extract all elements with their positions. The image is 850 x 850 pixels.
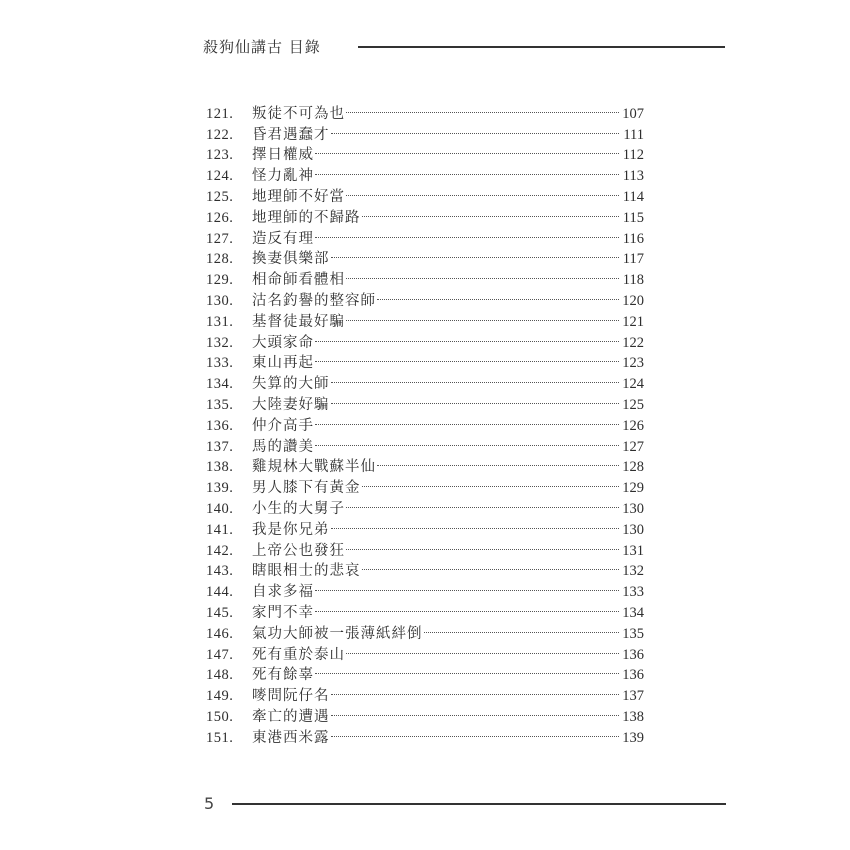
toc-entry-title: 馬的讚美: [252, 438, 314, 455]
toc-entry-number: 122.: [206, 126, 234, 143]
toc-entry-title: 造反有理: [252, 230, 314, 247]
toc-entry-title: 男人膝下有黃金: [252, 480, 361, 497]
toc-entry-title: 上帝公也發狂: [252, 542, 345, 559]
toc-entry-number: 142.: [206, 542, 234, 559]
dot-leader: [331, 679, 620, 700]
toc-entry-title: 仲介高手: [252, 417, 314, 434]
toc-entry-page: 113: [622, 168, 644, 185]
toc-entry-number: 140.: [206, 500, 234, 517]
toc-entry-number: 136.: [206, 417, 234, 434]
toc-entry-page: 111: [623, 126, 644, 143]
dot-leader: [331, 118, 620, 139]
toc-entry-title: 牽亡的遭遇: [252, 708, 330, 725]
dot-leader: [315, 659, 619, 680]
toc-entry-title: 我是你兄弟: [252, 521, 330, 538]
toc-entry-title: 氣功大師被一張薄紙絆倒: [252, 625, 423, 642]
dot-leader: [315, 596, 619, 617]
dot-leader: [315, 575, 619, 596]
toc-entry-title: 家門不幸: [252, 604, 314, 621]
toc-entry-number: 126.: [206, 209, 234, 226]
toc-entry-number: 148.: [206, 667, 234, 684]
toc-entry-page: 121: [622, 313, 644, 330]
dot-leader: [331, 243, 620, 264]
toc-entry-title: 東港西米露: [252, 729, 330, 746]
dot-leader: [346, 180, 619, 201]
toc-entry-number: 129.: [206, 272, 234, 289]
dot-leader: [346, 534, 619, 555]
table-of-contents: [206, 97, 644, 746]
toc-entry-page: 134: [622, 604, 644, 621]
toc-entry-title: 怪力亂神: [252, 168, 314, 185]
toc-entry-number: 144.: [206, 584, 234, 601]
page-number: 5: [204, 794, 215, 813]
toc-entry-page: 120: [622, 292, 644, 309]
dot-leader: [315, 326, 619, 347]
toc-entry-page: 127: [622, 438, 644, 455]
toc-entry-number: 150.: [206, 708, 234, 725]
toc-entry-number: 128.: [206, 251, 234, 268]
toc-entry-number: 135.: [206, 396, 234, 413]
dot-leader: [377, 451, 619, 472]
toc-entry-page: 122: [622, 334, 644, 351]
toc-entry-page: 115: [622, 209, 644, 226]
footer-rule: [232, 803, 726, 805]
dot-leader: [315, 347, 619, 368]
toc-entry-title: 擇日權威: [252, 147, 314, 164]
header-rule: [358, 46, 725, 48]
dot-leader: [346, 97, 619, 118]
toc-entry-number: 145.: [206, 604, 234, 621]
toc-entry-page: 130: [622, 521, 644, 538]
toc-entry-title: 昏君遇蠢才: [252, 126, 330, 143]
toc-entry-title: 換妻俱樂部: [252, 251, 330, 268]
dot-leader: [362, 555, 620, 576]
toc-entry-title: 自求多福: [252, 584, 314, 601]
toc-entry-page: 136: [622, 667, 644, 684]
toc-entry-number: 151.: [206, 729, 234, 746]
toc-entry-title: 叛徒不可為也: [252, 105, 345, 122]
dot-leader: [331, 367, 620, 388]
toc-entry-title: 大頭家命: [252, 334, 314, 351]
toc-entry-page: 124: [622, 376, 644, 393]
dot-leader: [362, 201, 620, 222]
dot-leader: [331, 388, 620, 409]
dot-leader: [346, 638, 619, 659]
toc-entry-page: 116: [622, 230, 644, 247]
toc-entry-number: 143.: [206, 563, 234, 580]
page-footer: [204, 792, 726, 816]
toc-entry-page: 123: [622, 355, 644, 372]
dot-leader: [315, 222, 619, 243]
toc-entry-page: 137: [622, 688, 644, 705]
toc-entry-title: 地理師不好當: [252, 188, 345, 205]
toc-entry-page: 128: [622, 459, 644, 476]
toc-entry-page: 136: [622, 646, 644, 663]
toc-entry-number: 147.: [206, 646, 234, 663]
toc-entry-title: 瞎眼相士的悲哀: [252, 563, 361, 580]
toc-entry-number: 138.: [206, 459, 234, 476]
toc-entry-number: 123.: [206, 147, 234, 164]
toc-entry-page: 135: [622, 625, 644, 642]
toc-entry-number: 141.: [206, 521, 234, 538]
toc-entry-number: 131.: [206, 313, 234, 330]
dot-leader: [331, 513, 620, 534]
running-header-title: 殺狗仙講古 目錄: [203, 38, 321, 56]
toc-entry-title: 相命師看體相: [252, 272, 345, 289]
toc-entry-title: 沽名釣譽的整容師: [252, 292, 376, 309]
toc-entry-title: 死有餘辜: [252, 667, 314, 684]
dot-leader: [346, 263, 619, 284]
toc-entry-title: 東山再起: [252, 355, 314, 372]
dot-leader: [346, 492, 619, 513]
toc-entry-page: 126: [622, 417, 644, 434]
toc-entry-number: 125.: [206, 188, 234, 205]
toc-entry-number: 124.: [206, 168, 234, 185]
toc-entry-page: 107: [622, 105, 644, 122]
dot-leader: [315, 409, 619, 430]
toc-entry-title: 雞規林大戰蘇半仙: [252, 459, 376, 476]
toc-entry-page: 125: [622, 396, 644, 413]
dot-leader: [346, 305, 619, 326]
toc-entry-title: 小生的大舅子: [252, 500, 345, 517]
toc-entry-number: 146.: [206, 625, 234, 642]
toc-entry-number: 134.: [206, 376, 234, 393]
toc-entry-number: 132.: [206, 334, 234, 351]
toc-entry-title: 嘜問阮仔名: [252, 688, 330, 705]
page-header: [203, 36, 725, 58]
toc-entry-page: 133: [622, 584, 644, 601]
toc-entry-number: 137.: [206, 438, 234, 455]
toc-entry-page: 131: [622, 542, 644, 559]
toc-entry-page: 112: [622, 147, 644, 164]
toc-entry-title: 大陸妻好騙: [252, 396, 330, 413]
toc-entry-page: 138: [622, 708, 644, 725]
toc-entry-number: 139.: [206, 480, 234, 497]
dot-leader: [315, 159, 619, 180]
dot-leader: [424, 617, 620, 638]
toc-entry-title: 失算的大師: [252, 376, 330, 393]
toc-entry-page: 132: [622, 563, 644, 580]
toc-entry-number: 149.: [206, 688, 234, 705]
toc-entry-number: 121.: [206, 105, 234, 122]
toc-entry: [206, 97, 644, 122]
dot-leader: [362, 471, 620, 492]
toc-entry-page: 129: [622, 480, 644, 497]
toc-entry-page: 117: [622, 251, 644, 268]
toc-entry-number: 133.: [206, 355, 234, 372]
toc-entry-title: 地理師的不歸路: [252, 209, 361, 226]
dot-leader: [331, 700, 620, 721]
toc-entry-page: 118: [622, 272, 644, 289]
toc-entry-number: 127.: [206, 230, 234, 247]
dot-leader: [377, 284, 619, 305]
dot-leader: [315, 430, 619, 451]
toc-entry-title: 死有重於泰山: [252, 646, 345, 663]
dot-leader: [331, 721, 620, 742]
toc-entry-page: 114: [622, 188, 644, 205]
toc-entry-page: 139: [622, 729, 644, 746]
dot-leader: [315, 139, 619, 160]
toc-entry-page: 130: [622, 500, 644, 517]
toc-entry-title: 基督徒最好騙: [252, 313, 345, 330]
toc-entry-number: 130.: [206, 292, 234, 309]
